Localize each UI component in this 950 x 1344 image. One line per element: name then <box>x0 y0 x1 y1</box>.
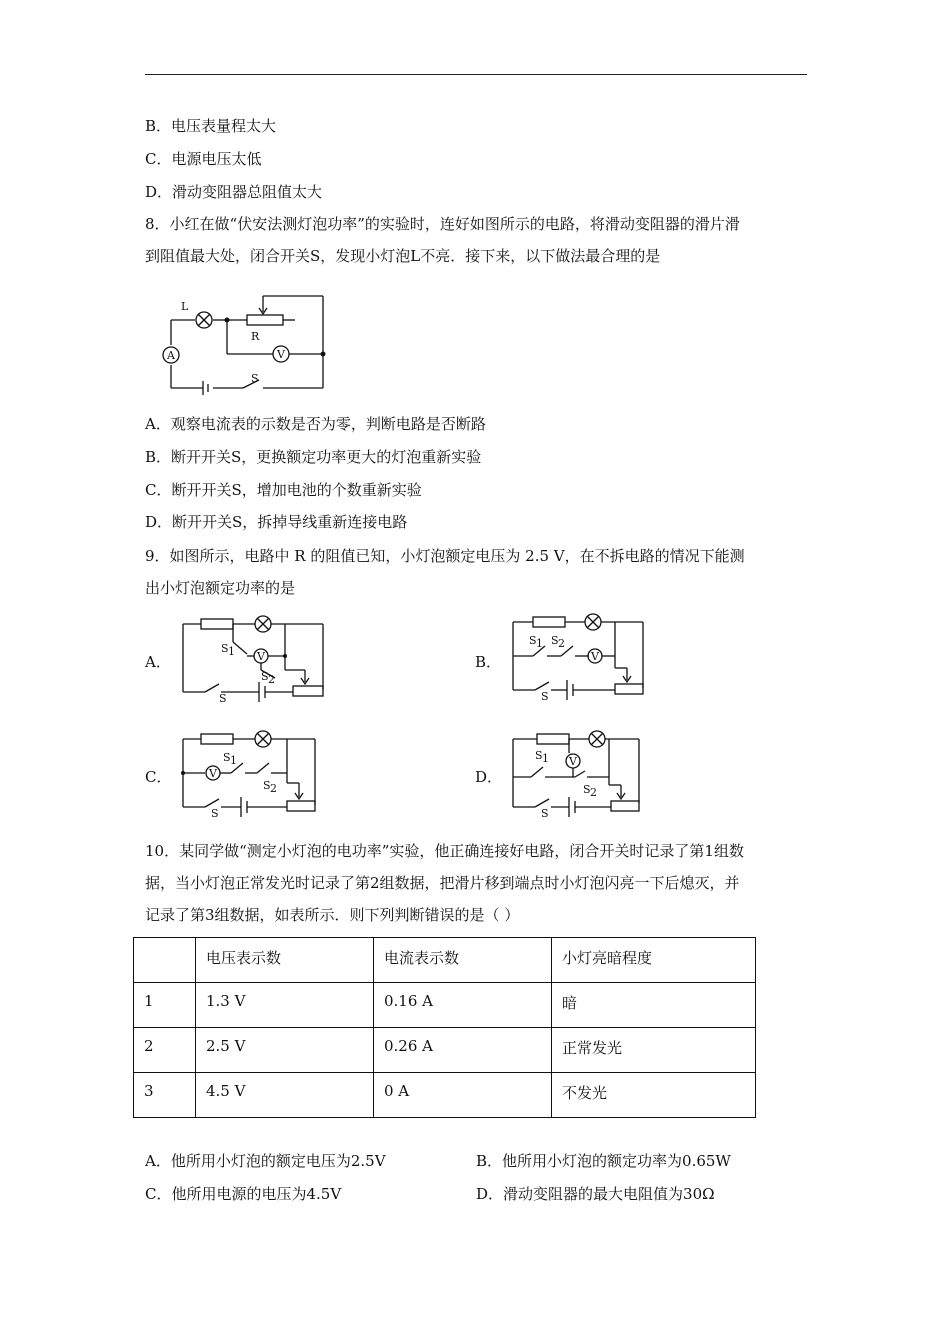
q9-stem-line2: 出小灯泡额定功率的是 <box>145 579 296 597</box>
table-header-cell: 电流表示数 <box>374 938 552 983</box>
q9c-label-v: V <box>209 767 217 780</box>
q8-circuit-diagram <box>155 290 335 400</box>
table-cell: 不发光 <box>552 1073 756 1118</box>
table-header-cell: 电压表示数 <box>196 938 374 983</box>
q9b-label-s1: S <box>529 634 537 647</box>
q9d-label-s: S <box>541 807 549 820</box>
table-cell: 0 A <box>374 1073 552 1118</box>
q9a-label-s: S <box>219 692 227 705</box>
q9-circuit-a[interactable] <box>175 612 335 707</box>
q10-data-table <box>133 937 756 1118</box>
q9d-label-s2: S <box>583 783 591 796</box>
q9-option-c-label[interactable]: C． <box>145 768 172 786</box>
q9a-label-v: V <box>257 650 265 663</box>
q9d-label-s1: S <box>535 749 543 762</box>
q9d-label-v: V <box>569 755 577 768</box>
q10-option-c[interactable]: C．他所用电源的电压为4.5V <box>145 1185 342 1203</box>
q9a-label-s1: S <box>221 642 229 655</box>
q10-option-d[interactable]: D．滑动变阻器的最大电阻值为30Ω <box>476 1185 715 1203</box>
q7-option-b[interactable]: B．电压表量程太大 <box>145 117 277 135</box>
table-cell: 暗 <box>552 983 756 1028</box>
table-row <box>134 1073 756 1118</box>
q9a-label-s2: S <box>261 670 269 683</box>
table-header-cell: 小灯亮暗程度 <box>552 938 756 983</box>
q9a-label-sub2: 2 <box>268 673 275 686</box>
q9-option-d-label[interactable]: D． <box>475 768 503 786</box>
q9c-label-s: S <box>211 807 219 820</box>
q9a-label-sub1: 1 <box>228 645 235 658</box>
q9b-label-s: S <box>541 690 549 703</box>
q8-option-a[interactable]: A．观察电流表的示数是否为零，判断电路是否断路 <box>145 415 486 433</box>
table-header-cell <box>134 938 196 983</box>
q9b-label-v: V <box>591 650 599 663</box>
q8-option-c[interactable]: C．断开开关S，增加电池的个数重新实验 <box>145 481 422 499</box>
header-rule <box>145 74 807 75</box>
table-row <box>134 983 756 1028</box>
q10-stem-line2: 据，当小灯泡正常发光时记录了第2组数据，把滑片移到端点时小灯泡闪亮一下后熄灭，并 <box>145 874 740 892</box>
q8-label-l: L <box>181 300 189 313</box>
table-cell: 3 <box>134 1073 196 1118</box>
q9c-label-sub1: 1 <box>230 754 237 767</box>
table-cell: 0.26 A <box>374 1028 552 1073</box>
table-row <box>134 1028 756 1073</box>
q10-option-a[interactable]: A．他所用小灯泡的额定电压为2.5V <box>145 1152 386 1170</box>
q8-stem-line1: 8．小红在做“伏安法测灯泡功率”的实验时，连好如图所示的电路，将滑动变阻器的滑片滑 <box>145 215 740 233</box>
q9-option-b-label[interactable]: B． <box>475 653 502 671</box>
q9c-label-s2: S <box>263 779 271 792</box>
q9c-label-s1: S <box>223 751 231 764</box>
q10-stem-line1: 10．某同学做“测定小灯泡的电功率”实验，他正确连接好电路，闭合开关时记录了第1组数 <box>145 842 744 860</box>
q8-label-v: V <box>277 348 285 361</box>
table-cell: 0.16 A <box>374 983 552 1028</box>
table-cell: 1 <box>134 983 196 1028</box>
q7-option-c[interactable]: C．电源电压太低 <box>145 150 262 168</box>
q8-stem-line2: 到阻值最大处，闭合开关S，发现小灯泡L不亮．接下来，以下做法最合理的是 <box>145 247 661 265</box>
q8-option-d[interactable]: D．断开开关S，拆掉导线重新连接电路 <box>145 513 408 531</box>
q9-circuit-c[interactable] <box>175 727 325 822</box>
q9b-label-sub1: 1 <box>536 637 543 650</box>
q10-stem-line3: 记录了第3组数据，如表所示．则下列判断错误的是（ ） <box>145 906 520 924</box>
q7-option-d[interactable]: D．滑动变阻器总阻值太大 <box>145 183 323 201</box>
q8-label-r: R <box>251 330 260 343</box>
q9b-label-sub2: 2 <box>558 637 565 650</box>
q9-circuit-d[interactable] <box>505 727 655 822</box>
table-cell: 2 <box>134 1028 196 1073</box>
table-cell: 2.5 V <box>196 1028 374 1073</box>
q8-option-b[interactable]: B．断开开关S，更换额定功率更大的灯泡重新实验 <box>145 448 482 466</box>
q10-option-b[interactable]: B．他所用小灯泡的额定功率为0.65W <box>476 1152 731 1170</box>
q8-label-a: A <box>167 349 175 362</box>
table-cell: 正常发光 <box>552 1028 756 1073</box>
q9c-label-sub2: 2 <box>270 782 277 795</box>
q8-label-s: S <box>251 372 259 385</box>
table-cell: 4.5 V <box>196 1073 374 1118</box>
table-header-row <box>134 938 756 983</box>
q9-option-a-label[interactable]: A． <box>145 653 171 671</box>
q9d-label-sub1: 1 <box>542 752 549 765</box>
q9-circuit-b[interactable] <box>505 612 655 707</box>
q9d-label-sub2: 2 <box>590 786 597 799</box>
q9-stem-line1: 9．如图所示，电路中 R 的阻值已知，小灯泡额定电压为 2.5 V，在不拆电路的情况下能测 <box>145 547 745 565</box>
table-cell: 1.3 V <box>196 983 374 1028</box>
q9b-label-s2: S <box>551 634 559 647</box>
